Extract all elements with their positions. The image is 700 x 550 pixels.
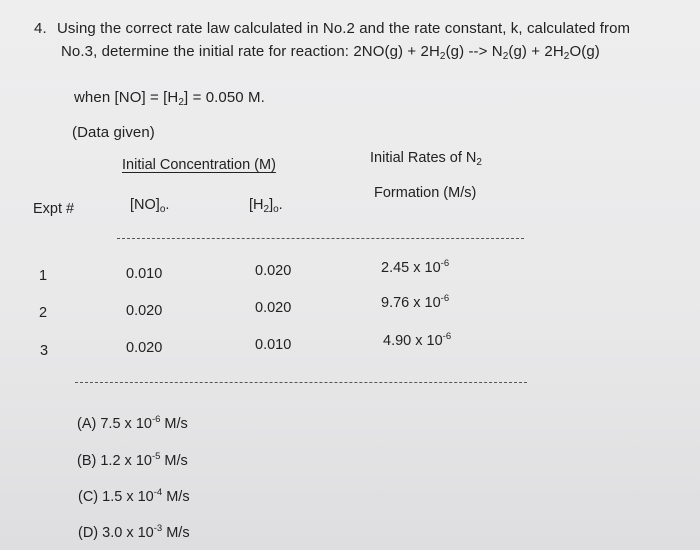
rate-base: 2.45 x 10 <box>381 260 441 276</box>
question-line-1 <box>34 20 630 37</box>
choice-a-exponent: -6 <box>151 414 161 425</box>
subscript: 2 <box>439 51 446 62</box>
subscript: 2 <box>263 204 270 215</box>
reaction-arrow-part: (g) --> N <box>445 43 503 60</box>
column-no <box>130 197 169 213</box>
row-1-expt: 1 <box>39 268 48 284</box>
choice-c-unit: M/s <box>162 489 190 505</box>
condition-part: when [NO] = [H <box>74 89 179 106</box>
choice-b-value: (B) 1.2 x 10 <box>77 453 152 469</box>
choice-a-value: (A) 7.5 x 10 <box>77 416 152 432</box>
choice-b-exponent: -5 <box>151 451 161 462</box>
subscript: o <box>159 204 166 215</box>
column-expt: Expt # <box>33 201 75 217</box>
condition-part: ] = 0.050 M. <box>184 89 265 106</box>
choice-d-value: (D) 3.0 x 10 <box>78 525 154 541</box>
header-initial-rates <box>370 150 482 166</box>
header-initial-concentration: Initial Concentration (M) <box>122 157 276 173</box>
column-h2-dot: . <box>278 197 283 213</box>
subscript: 2 <box>178 97 185 108</box>
row-2-expt: 2 <box>39 305 48 321</box>
row-2-rate <box>381 295 449 311</box>
row-2-h2: 0.020 <box>255 300 292 316</box>
subscript: 2 <box>502 51 509 62</box>
row-3-expt: 3 <box>40 343 49 359</box>
column-no-dot: . <box>165 197 170 213</box>
row-1-h2: 0.020 <box>255 263 292 279</box>
choice-b[interactable] <box>77 453 188 469</box>
choice-a[interactable] <box>77 416 188 432</box>
column-no-text: [NO] <box>130 197 160 213</box>
row-1-rate <box>381 260 449 276</box>
choice-c-value: (C) 1.5 x 10 <box>78 489 154 505</box>
header-rates-text: Initial Rates of N <box>370 150 477 166</box>
row-3-h2: 0.010 <box>255 337 292 353</box>
header-formation: Formation (M/s) <box>374 185 477 201</box>
question-number: 4. <box>34 20 47 37</box>
row-2-no: 0.020 <box>126 303 163 319</box>
row-3-rate <box>383 333 451 349</box>
subscript: 2 <box>476 157 482 168</box>
question-line-3 <box>74 89 265 106</box>
row-1-no: 0.010 <box>126 266 163 282</box>
rate-base: 9.76 x 10 <box>381 295 441 311</box>
subscript: 2 <box>563 51 570 62</box>
reaction-part: (g) + 2H <box>508 43 564 60</box>
rate-exponent: -6 <box>440 258 450 269</box>
choice-b-unit: M/s <box>160 453 188 469</box>
data-given-label: (Data given) <box>72 124 155 141</box>
rate-exponent: -6 <box>442 331 452 342</box>
column-h2-bracket: ] <box>269 197 274 213</box>
row-3-no: 0.020 <box>126 340 163 356</box>
choice-c-exponent: -4 <box>153 487 163 498</box>
choice-d-unit: M/s <box>162 525 190 541</box>
column-h2 <box>249 197 283 213</box>
choice-a-unit: M/s <box>160 416 188 432</box>
choice-d-exponent: -3 <box>153 523 163 534</box>
question-text: Using the correct rate law calculated in No.2 and the rate constant, k, calculated from <box>57 20 631 37</box>
subscript: o <box>273 204 279 215</box>
table-divider-bottom <box>75 382 527 383</box>
question-line-2 <box>61 43 600 60</box>
reaction-part: No.3, determine the initial rate for reaction: 2NO(g) + 2H <box>61 43 440 60</box>
table-divider-top <box>117 238 524 239</box>
choice-c[interactable] <box>78 489 190 505</box>
reaction-part: O(g) <box>569 43 600 60</box>
choice-d[interactable] <box>78 525 190 541</box>
column-h2-text: [H <box>249 197 264 213</box>
rate-base: 4.90 x 10 <box>383 333 443 349</box>
rate-exponent: -6 <box>440 293 450 304</box>
